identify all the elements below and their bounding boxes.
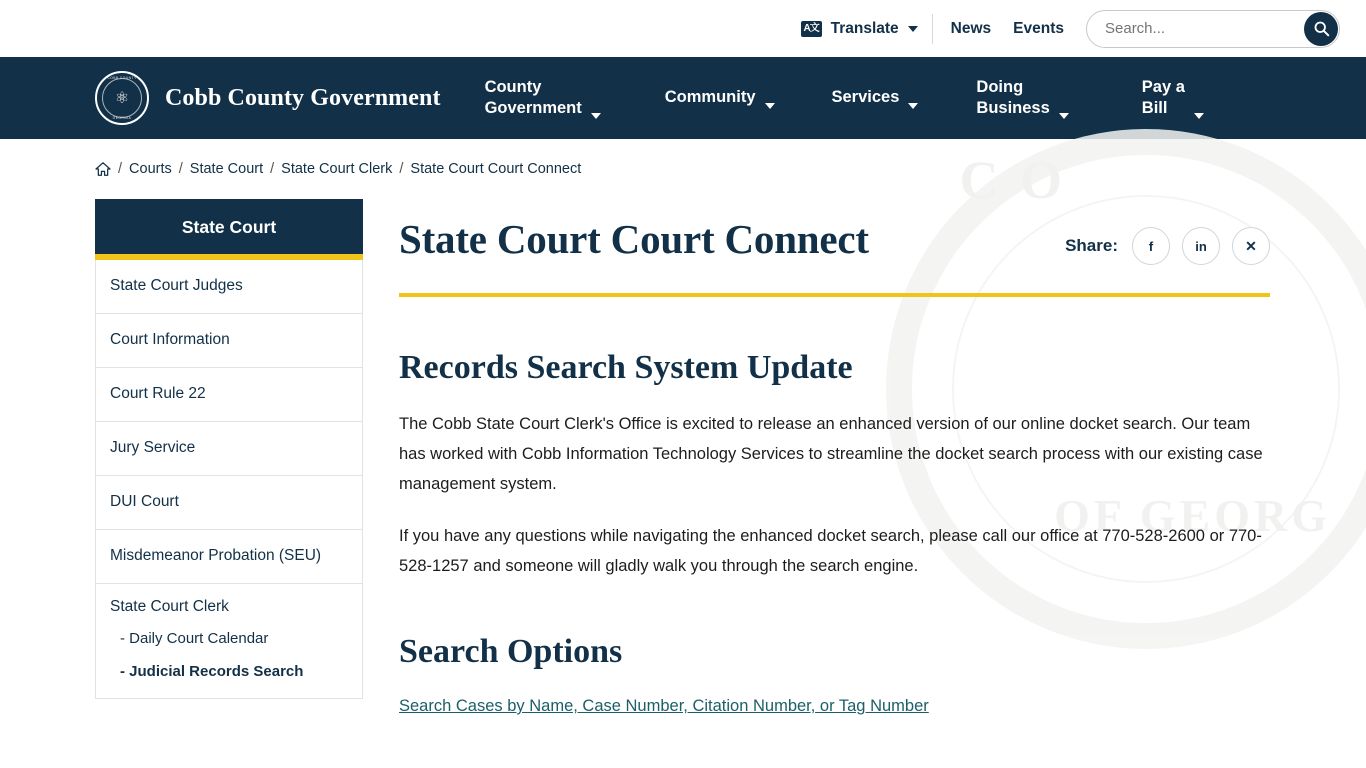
sidebar-group-state-court-clerk — [95, 584, 363, 699]
brand[interactable] — [95, 71, 441, 125]
watermark-text-top: C O — [959, 150, 1066, 210]
brand-title: Cobb County Government — [165, 84, 441, 111]
paragraph-records-update: The Cobb State Court Clerk's Office is excited to release an enhanced version of our online docket search. Our team has worked with Cobb Information Technology Services to streamline the docket search process with our existing case management system. — [399, 415, 1263, 494]
search-input[interactable] — [1086, 10, 1340, 48]
search-icon — [1313, 20, 1330, 37]
seal-inner: ⚛ — [102, 78, 142, 118]
section-heading-search-options: Search Options — [399, 633, 623, 671]
search-cases-link[interactable]: Search Cases by Name, Case Number, Citation Number, or Tag Number — [399, 697, 929, 716]
chevron-down-icon — [908, 26, 918, 32]
breadcrumb-home-link[interactable] — [95, 160, 111, 178]
page-title: State Court Court Connect — [399, 216, 869, 262]
breadcrumb-item-current: State Court Court Connect — [410, 161, 582, 177]
search-container — [1086, 10, 1340, 48]
sidebar-item-state-court-judges[interactable]: State Court Judges — [95, 260, 363, 314]
search-button[interactable] — [1304, 12, 1338, 46]
nav-label-line2: Government — [484, 99, 582, 117]
chevron-down-icon — [765, 103, 775, 109]
title-divider — [399, 293, 1270, 297]
x-share-button[interactable] — [1232, 227, 1270, 265]
main-navigation — [0, 57, 1366, 139]
nav-item-county-government[interactable] — [485, 77, 601, 119]
utility-bar — [0, 0, 1366, 57]
nav-label-line1: County — [484, 77, 542, 96]
breadcrumb-separator: / — [178, 161, 183, 177]
news-link[interactable]: News — [950, 19, 992, 37]
sidebar-item-dui-court[interactable]: DUI Court — [95, 476, 363, 530]
sidebar-item-court-rule-22[interactable]: Court Rule 22 — [95, 368, 363, 422]
breadcrumb-separator: / — [118, 161, 123, 177]
sidebar-heading: State Court — [95, 199, 363, 260]
nav-item-doing-business[interactable] — [976, 77, 1068, 119]
chevron-down-icon — [591, 113, 601, 119]
sidebar-item-court-information[interactable]: Court Information — [95, 314, 363, 368]
nav-items — [485, 77, 1204, 119]
watermark-text-right: OF GEORG — [1054, 490, 1331, 541]
county-seal-icon — [95, 71, 149, 125]
nav-item-community[interactable] — [665, 87, 775, 108]
main-content — [399, 199, 1366, 768]
section-heading-records-search-update: Records Search System Update — [399, 349, 853, 386]
nav-label: Community — [664, 88, 756, 107]
sidebar-subitem-judicial-records-search[interactable]: - Judicial Records Search — [120, 662, 304, 680]
nav-label-line1: Pay a — [1141, 77, 1185, 96]
seal-ring-top-text: COBB COUNTY — [107, 76, 137, 80]
nav-item-pay-a-bill[interactable] — [1142, 77, 1204, 119]
breadcrumb-item-state-court-clerk[interactable]: State Court Clerk — [281, 161, 393, 177]
facebook-icon: f — [1148, 238, 1154, 254]
breadcrumb-separator: / — [270, 161, 275, 177]
sidebar-subitem-daily-court-calendar[interactable]: - Daily Court Calendar — [120, 629, 269, 647]
translate-label: Translate — [830, 19, 899, 37]
nav-label: Services — [831, 88, 900, 107]
nav-label-line2: Business — [976, 99, 1050, 117]
nav-label-line1: Doing — [976, 77, 1024, 96]
share-bar — [1065, 227, 1270, 265]
breadcrumb-item-state-court[interactable]: State Court — [189, 161, 264, 177]
breadcrumb-item-courts[interactable]: Courts — [129, 161, 172, 177]
breadcrumb-separator: / — [399, 161, 404, 177]
paragraph-questions: If you have any questions while navigating the enhanced docket search, please call our office at 770-528-2600 or 770-528-1257 and someone will gladly walk you through the search engine. — [399, 527, 1262, 576]
page-body — [0, 150, 1366, 768]
translate-icon: A文 — [801, 21, 822, 37]
events-link[interactable]: Events — [1013, 19, 1064, 37]
seal-ring-bottom-text: GEORGIA — [112, 116, 132, 120]
chevron-down-icon — [1194, 113, 1204, 119]
chevron-down-icon — [1059, 113, 1069, 119]
sidebar-item-misdemeanor-probation[interactable]: Misdemeanor Probation (SEU) — [95, 530, 363, 584]
home-icon — [95, 162, 111, 176]
nav-item-services[interactable] — [832, 87, 919, 108]
sidebar — [95, 199, 363, 768]
sidebar-item-jury-service[interactable]: Jury Service — [95, 422, 363, 476]
linkedin-share-button[interactable] — [1182, 227, 1220, 265]
share-label: Share: — [1065, 236, 1118, 255]
chevron-down-icon — [908, 103, 918, 109]
title-row — [399, 199, 1270, 265]
linkedin-icon: in — [1195, 238, 1207, 254]
breadcrumb — [0, 139, 1366, 199]
x-icon: ✕ — [1245, 237, 1257, 254]
sidebar-item-state-court-clerk[interactable]: State Court Clerk — [110, 597, 229, 615]
translate-menu[interactable] — [801, 14, 933, 44]
nav-label-line2: Bill — [1141, 99, 1168, 117]
facebook-share-button[interactable] — [1132, 227, 1170, 265]
